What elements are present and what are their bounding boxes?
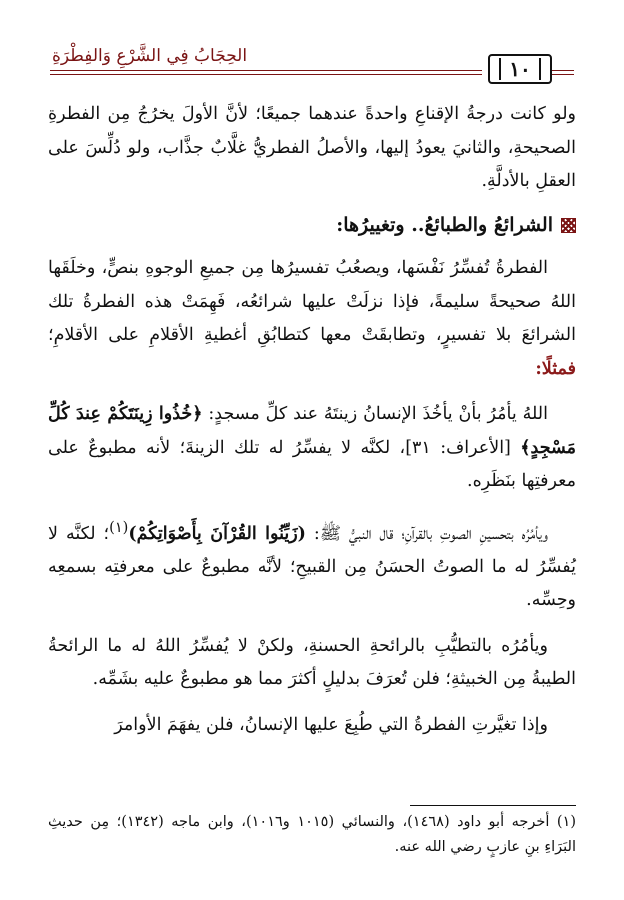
quran-quote: ﴿خُذُوا زِينَتَكُمْ عِندَ كُلِّ مَسْجِدٍ﴾ <box>48 404 576 458</box>
spacer <box>48 386 576 398</box>
paragraph-2-text: الفطرةُ تُفسِّرُ نَفْسَها، ويصعُبُ تفسيرُها مِن جميعِ الوجوهِ بنصٍّ، وخلَقَها اللهُ صحيحةً سليمةً، فإذا نزلَتْ عليها شرائعُه، فَهِمَتْ هذه الفطرةُ تلك الشرائعَ بلا تفسيرٍ، وتطابقَتْ معها كتطابُقِ أغطيةِ الأقلامِ على الأقلامِ؛ <box>48 258 576 345</box>
footnote-ref[interactable]: (١) <box>109 518 129 536</box>
spacer <box>48 618 576 630</box>
header-rule-right <box>552 70 574 71</box>
page-number: ١٠ <box>499 58 540 80</box>
paragraph-4-rest: ؛ لكنَّه لا يُفسِّرُ له ما الصوتُ الحسَنُ مِن القبيحِ؛ لأنَّه مطبوعٌ على معرفتِه بسمعِه وحِسِّه. <box>48 523 576 611</box>
running-title: الحِجَابُ فِي الشَّرْعِ وَالفِطْرَةِ <box>52 46 248 66</box>
footnote-1: (١) أخرجه أبو داود (١٤٦٨)، والنسائي (١٠١٥ و١٠١٦)، وابن ماجه (١٣٤٢)؛ مِن حديثِ البَرَاءِ بنِ عازبٍ رضي الله عنه. <box>48 814 576 855</box>
paragraph-3-lead: اللهُ يأمُرُ بأنْ يأخُذَ الإنسانُ زينتَهُ عند كلِّ مسجدٍ: <box>208 404 548 424</box>
footnote-rule <box>410 805 576 806</box>
header-rule-thin <box>50 74 482 75</box>
paragraph-1: ولو كانت درجةُ الإقناعِ واحدةً عندهما جميعًا؛ لأنَّ الأولَ يخرُجُ مِن الفطرةِ الصحيحةِ، والثانيَ يعودُ إليها، والأصلُ الفطريُّ غلَّابٌ جذَّاب، ولو دُلِّسَ على العقلِ بالأدلَّةِ. <box>48 104 576 191</box>
paragraph-3 <box>48 398 576 499</box>
spacer <box>48 697 576 709</box>
paragraph-5: ويأمُرُه بالتطيُّبِ بالرائحةِ الحسنةِ، ولكنْ لا يُفسِّرُ اللهُ له ما الرائحةُ الطيبةُ مِن الخبيثةِ؛ فلن تُعرَفَ بدليلٍ أكثرَ مما هو مطبوعٌ عليه بشَمِّه. <box>48 635 576 690</box>
footnotes <box>48 810 576 860</box>
header-rule-right-thin <box>552 74 574 75</box>
hadith-quote: (زَيِّنُوا القُرْآنَ بِأَصْوَاتِكُمْ) <box>128 523 306 544</box>
example-label: فمثلًا: <box>535 358 576 379</box>
page-body <box>48 98 576 742</box>
ornament-icon <box>561 218 576 233</box>
section-heading <box>48 209 576 243</box>
paragraph-4-lead: ويأمُرُه بتحسينِ الصوتِ بالقرآنِ؛ قال النبيُّ ﷺ: <box>313 523 548 544</box>
spacer <box>48 499 576 511</box>
section-heading-text: الشرائعُ والطبائعُ.. وتغييرُها: <box>336 213 553 236</box>
paragraph-6: وإذا تغيَّرتِ الفطرةُ التي طُبِعَ عليها الإنسانُ، فلن يفهَمَ الأوامرَ <box>114 714 548 735</box>
paragraph-2 <box>48 252 576 386</box>
paragraph-3-rest: [الأعراف: ٣١]، لكنَّه لا يفسِّرُ له تلك الزينةَ؛ لأنه مطبوعٌ على معرفتِها بنَظَرِه. <box>48 437 576 491</box>
header-rule <box>50 70 482 71</box>
page-header <box>0 44 624 84</box>
paragraph-4 <box>48 511 576 618</box>
page-number-box <box>488 54 552 84</box>
